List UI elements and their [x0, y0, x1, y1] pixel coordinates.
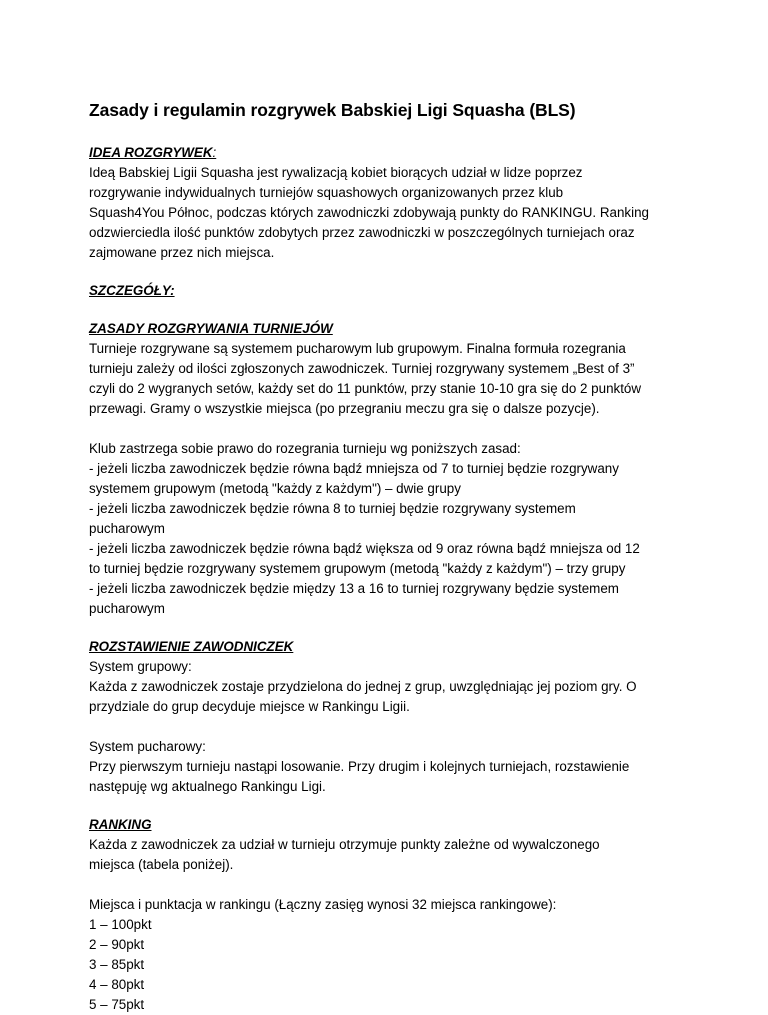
ranking-heading: RANKING	[89, 817, 152, 832]
ranking-points-item: 4 – 80pkt	[89, 977, 145, 992]
text-line: systemem grupowym (metodą "każdy z każdym") – dwie grupy	[89, 481, 461, 496]
idea-paragraph	[89, 163, 689, 263]
document-page	[89, 98, 689, 1015]
details-heading: SZCZEGÓŁY:	[89, 283, 175, 298]
text-line: pucharowym	[89, 601, 165, 616]
text-line: Klub zastrzega sobie prawo do rozegrania turnieju wg poniższych zasad:	[89, 441, 521, 456]
ranking-points-list	[89, 895, 689, 1015]
text-line: System grupowy:	[89, 659, 192, 674]
text-line: Squash4You Północ, podczas których zawodniczki zdobywają punkty do RANKINGU. Ranking	[89, 205, 649, 220]
text-line: Przy pierwszym turnieju nastąpi losowanie. Przy drugim i kolejnych turniejach, rozstawienie	[89, 759, 630, 774]
ranking-paragraph	[89, 835, 689, 875]
seeding-cup-paragraph	[89, 737, 689, 797]
text-line: miejsca (tabela poniżej).	[89, 857, 234, 872]
text-line: rozgrywanie indywidualnych turniejów squashowych organizowanych przez klub	[89, 185, 564, 200]
text-line: czyli do 2 wygranych setów, każdy set do 11 punktów, przy stanie 10-10 gra się do 2 punktów	[89, 381, 642, 396]
ranking-points-intro: Miejsca i punktacja w rankingu (Łączny zasięg wynosi 32 miejsca rankingowe):	[89, 897, 557, 912]
text-line: - jeżeli liczba zawodniczek będzie równa bądź większa od 9 oraz równa bądź mniejsza od 12	[89, 541, 640, 556]
seeding-heading: ROZSTAWIENIE ZAWODNICZEK	[89, 639, 294, 654]
text-line: Każda z zawodniczek zostaje przydzielona do jednej z grup, uwzględniając jej poziom gry. O	[89, 679, 637, 694]
idea-heading-text: IDEA ROZGRYWEK	[89, 145, 213, 160]
rules-paragraph	[89, 339, 689, 419]
ranking-points-item: 1 – 100pkt	[89, 917, 152, 932]
text-line: System pucharowy:	[89, 739, 206, 754]
text-line: Każda z zawodniczek za udział w turnieju otrzymuje punkty zależne od wywalczonego	[89, 837, 600, 852]
club-rules-paragraph	[89, 439, 689, 619]
ranking-points-item: 5 – 75pkt	[89, 997, 145, 1012]
text-line: turnieju zależy od ilości zgłoszonych zawodniczek. Turniej rozgrywany systemem „Best of 3”	[89, 361, 635, 376]
document-title: Zasady i regulamin rozgrywek Babskiej Ligi Squasha (BLS)	[89, 100, 576, 120]
text-line: przewagi. Gramy o wszystkie miejsca (po przegraniu meczu gra się o dalsze pozycje).	[89, 401, 600, 416]
text-line: - jeżeli liczba zawodniczek będzie równa 8 to turniej będzie rozgrywany systemem	[89, 501, 576, 516]
idea-heading-tail: :	[212, 145, 217, 160]
idea-heading	[89, 143, 689, 163]
text-line: Ideą Babskiej Ligii Squasha jest rywalizacją kobiet biorących udział w lidze poprzez	[89, 165, 583, 180]
rules-heading: ZASADY ROZGRYWANIA TURNIEJÓW	[89, 321, 333, 336]
seeding-group-paragraph	[89, 657, 689, 717]
text-line: przydziale do grup decyduje miejsce w Rankingu Ligii.	[89, 699, 410, 714]
text-line: odzwierciedla ilość punktów zdobytych przez zawodniczki w poszczególnych turniejach oraz	[89, 225, 635, 240]
text-line: to turniej będzie rozgrywany systemem grupowym (metodą "każdy z każdym") – trzy grupy	[89, 561, 626, 576]
text-line: zajmowane przez nich miejsca.	[89, 245, 275, 260]
ranking-points-item: 3 – 85pkt	[89, 957, 145, 972]
text-line: Turnieje rozgrywane są systemem pucharowym lub grupowym. Finalna formuła rozegrania	[89, 341, 626, 356]
text-line: - jeżeli liczba zawodniczek będzie między 13 a 16 to turniej rozgrywany będzie systemem	[89, 581, 619, 596]
text-line: - jeżeli liczba zawodniczek będzie równa bądź mniejsza od 7 to turniej będzie rozgrywany	[89, 461, 619, 476]
text-line: następuję wg aktualnego Rankingu Ligi.	[89, 779, 326, 794]
text-line: pucharowym	[89, 521, 165, 536]
ranking-points-item: 2 – 90pkt	[89, 937, 145, 952]
